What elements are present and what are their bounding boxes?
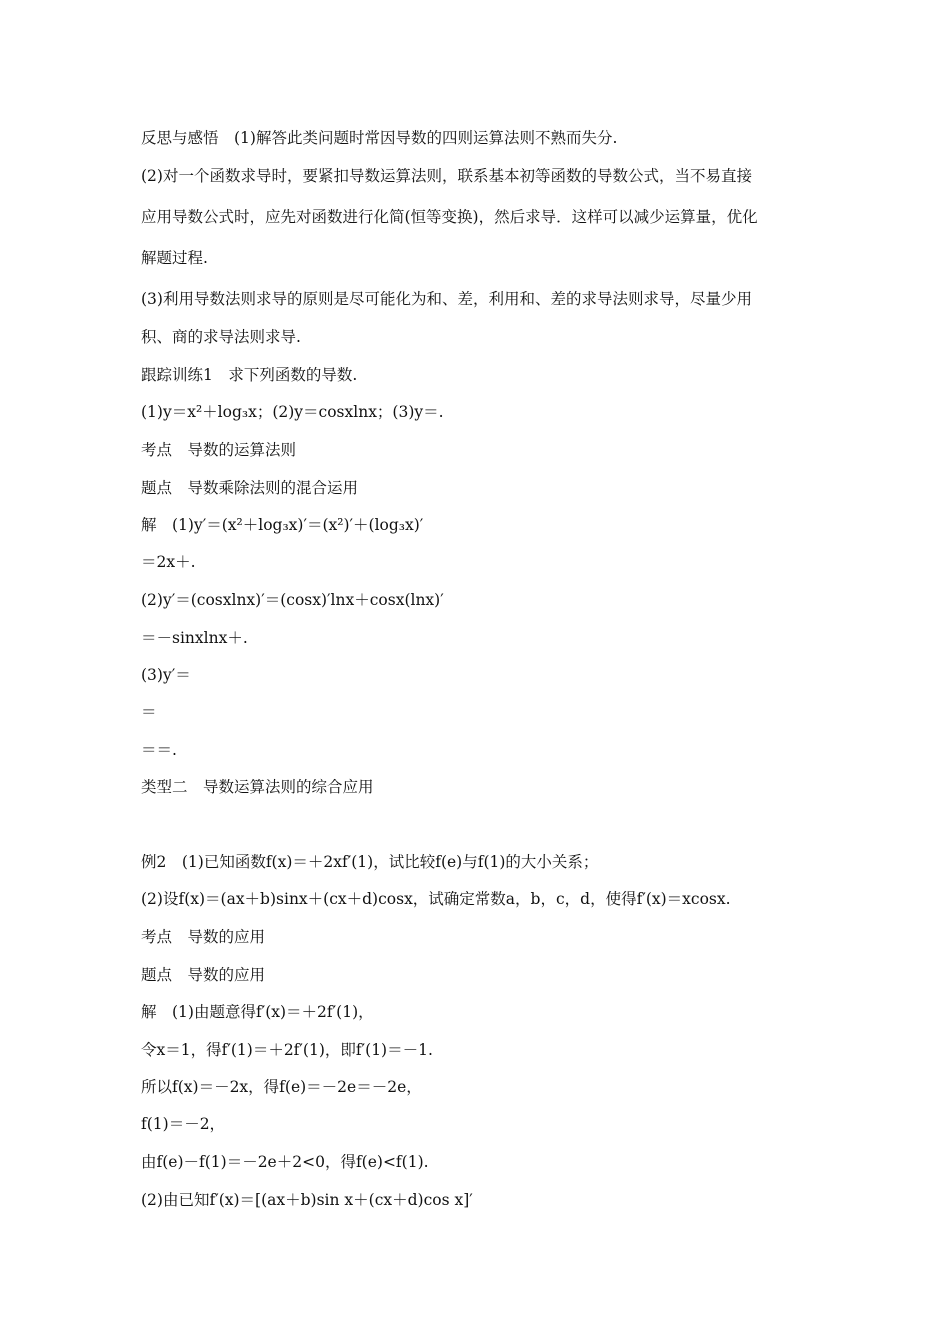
text-line: 题点 导数乘除法则的混合运用 bbox=[141, 479, 359, 497]
text-line: (2)对一个函数求导时，要紧扣导数运算法则，联系基本初等函数的导数公式，当不易直接 bbox=[141, 167, 752, 185]
text-line: 解题过程. bbox=[141, 249, 208, 267]
text-line: (2)设f(x)＝(ax＋b)sinx＋(cx＋d)cosx，试确定常数a，b，c，d，使得f′(x)＝xcosx. bbox=[141, 890, 731, 908]
section-heading: 类型二 导数运算法则的综合应用 bbox=[141, 778, 374, 796]
formula-line: ＝－sinxlnx＋. bbox=[141, 629, 248, 647]
formula-line: (2)y′＝(cosxlnx)′＝(cosx)′lnx＋cosx(lnx)′ bbox=[141, 591, 444, 609]
text-line: 题点 导数的应用 bbox=[141, 966, 266, 984]
formula-line: 解 (1)由题意得f′(x)＝＋2f′(1)， bbox=[141, 1003, 374, 1021]
text-line: 应用导数公式时，应先对函数进行化简(恒等变换)，然后求导．这样可以减少运算量，优化 bbox=[141, 208, 758, 226]
formula-line: 所以f(x)＝－2x，得f(e)＝－2e＝－2e， bbox=[141, 1078, 422, 1096]
text-line: 跟踪训练1 求下列函数的导数. bbox=[141, 366, 358, 384]
formula-line: ＝＝. bbox=[141, 741, 177, 759]
text-line: 考点 导数的应用 bbox=[141, 928, 266, 946]
formula-line: (2)由已知f′(x)＝[(ax＋b)sin x＋(cx＋d)cos x]′ bbox=[141, 1191, 473, 1209]
text-line: 积、商的求导法则求导. bbox=[141, 328, 301, 346]
formula-line: (1)y＝x²＋log₃x；(2)y＝cosxlnx；(3)y＝. bbox=[141, 403, 444, 421]
formula-line: 由f(e)－f(1)＝－2e＋2<0，得f(e)<f(1). bbox=[141, 1153, 429, 1171]
text-line: 反思与感悟 (1)解答此类问题时常因导数的四则运算法则不熟而失分. bbox=[141, 129, 618, 147]
formula-line: ＝ bbox=[141, 703, 157, 721]
formula-line: 令x＝1，得f′(1)＝＋2f′(1)，即f′(1)＝－1. bbox=[141, 1041, 433, 1059]
text-line: (3)利用导数法则求导的原则是尽可能化为和、差，利用和、差的求导法则求导，尽量少用 bbox=[141, 290, 752, 308]
text-line: 考点 导数的运算法则 bbox=[141, 441, 297, 459]
text-line: 例2 (1)已知函数f(x)＝＋2xf′(1)，试比较f(e)与f(1)的大小关系； bbox=[141, 853, 599, 871]
formula-line: f(1)＝－2， bbox=[141, 1115, 226, 1133]
formula-line: (3)y′＝ bbox=[141, 666, 191, 684]
formula-line: ＝2x＋. bbox=[141, 553, 196, 571]
formula-line: 解 (1)y′＝(x²＋log₃x)′＝(x²)′＋(log₃x)′ bbox=[141, 516, 424, 534]
